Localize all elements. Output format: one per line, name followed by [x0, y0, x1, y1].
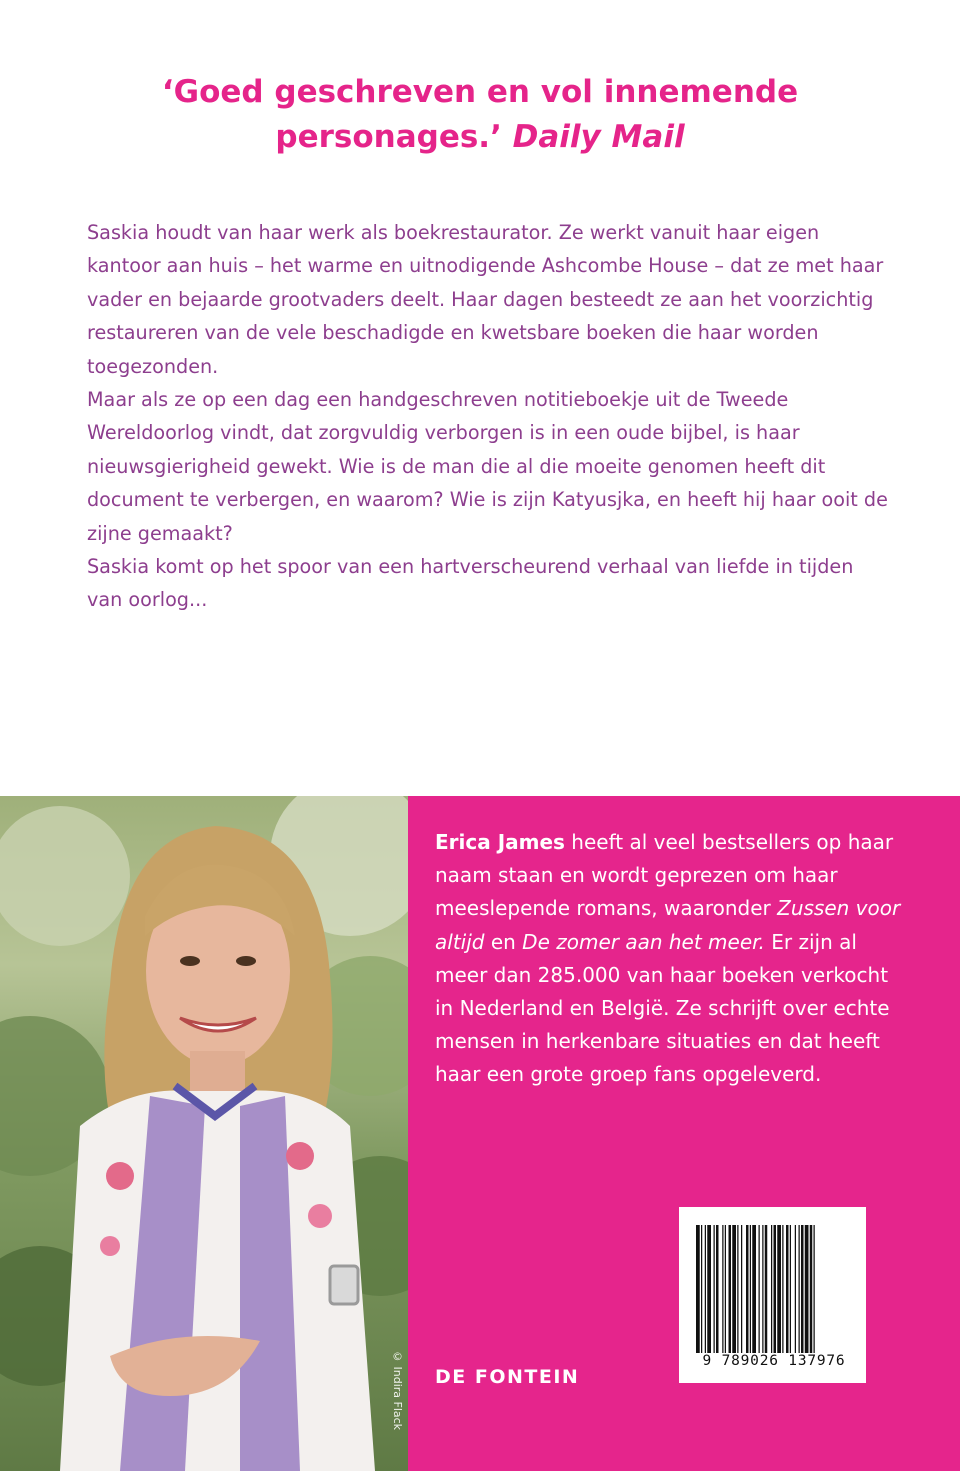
barcode-bar	[725, 1225, 726, 1353]
blurb-paragraph-1: Saskia houdt van haar werk als boekrestaurator. Ze werkt vanuit haar eigen kantoor aan huis – het warme en uitnodigende Ashcombe House – dat ze met haar vader en bejaarde grootvaders deelt. Haar dagen besteedt ze aan het voorzichtig restaureren van de vele beschadigde en kwetsbare boeken die haar worden toegezonden.	[87, 221, 884, 378]
barcode-bar	[746, 1225, 749, 1353]
book-title-2: De zomer aan het meer.	[522, 929, 765, 954]
barcode-bar	[729, 1225, 732, 1353]
barcode-bar	[705, 1225, 706, 1353]
quote-line-2	[0, 115, 960, 160]
barcode-bar	[750, 1225, 751, 1353]
barcode-bar	[714, 1225, 715, 1353]
barcode-bar	[786, 1225, 789, 1353]
barcode-bar	[771, 1225, 772, 1353]
author-panel	[408, 796, 960, 1471]
barcode-bar	[762, 1225, 763, 1353]
barcode-bar	[805, 1225, 809, 1353]
barcode-bar	[741, 1225, 742, 1353]
publisher-name: DE FONTEIN	[435, 1366, 580, 1388]
photo-credit: © Indira Flack	[391, 1350, 404, 1431]
quote-line-1: ‘Goed geschreven en vol innemende	[161, 74, 799, 110]
barcode-bar	[696, 1225, 700, 1353]
barcode-bar	[701, 1225, 702, 1353]
author-photo	[0, 796, 408, 1471]
barcode-bar	[737, 1225, 738, 1353]
quote-source: Daily Mail	[512, 119, 685, 155]
barcode-bar	[707, 1225, 711, 1353]
barcode-bar	[732, 1225, 736, 1353]
book-title-1: Zussen voor altijd	[435, 896, 901, 954]
blurb-paragraph-3: Saskia komt op het spoor van een hartverscheurend verhaal van liefde in tijden van oorlog...	[87, 555, 854, 612]
author-photo-illustration	[0, 796, 408, 1471]
quote-text: personages.’	[275, 119, 502, 155]
author-bio	[435, 826, 905, 1092]
bio-text-2: en	[484, 929, 523, 954]
barcode-bar	[765, 1225, 768, 1353]
barcode-bar	[795, 1225, 796, 1353]
barcode-bar	[716, 1225, 719, 1353]
bio-text-3: Er zijn al meer dan 285.000 van haar boeken verkocht in Nederland en België. Ze schrijft over echte mensen in herkenbare situaties en dat heeft haar een grote groep fans opgeleverd.	[435, 929, 890, 1087]
barcode-bar	[799, 1225, 800, 1353]
barcode-bars	[696, 1225, 846, 1355]
barcode-bar	[722, 1225, 723, 1353]
barcode-digits: 9 789026 137976	[702, 1353, 846, 1369]
barcode-bar	[790, 1225, 791, 1353]
blurb-paragraph-2: Maar als ze op een dag een handgeschreven notitieboekje uit de Tweede Wereldoorlog vindt, dat zorgvuldig verborgen is in een oude bijbel, is haar nieuwsgierigheid gewekt. Wie is de man die al die moeite genomen heeft dit document te verbergen, en waarom? Wie is zijn Katyusjka, en heeft hij haar ooit de zijne gemaakt?	[87, 388, 888, 545]
author-name: Erica James	[435, 830, 565, 854]
review-quote	[0, 70, 960, 160]
barcode-bar	[814, 1225, 815, 1353]
barcode-bar	[774, 1225, 777, 1353]
barcode-bar	[782, 1225, 783, 1353]
back-cover-blurb	[87, 216, 892, 617]
barcode-bar	[801, 1225, 804, 1353]
barcode-bar	[777, 1225, 781, 1353]
barcode-bar	[810, 1225, 813, 1353]
barcode-bar	[752, 1225, 756, 1353]
bio-text-1: heeft al veel bestsellers op haar naam staan en wordt geprezen om haar meeslepende romans, waaronder	[435, 830, 894, 921]
barcode	[679, 1207, 866, 1383]
barcode-bar	[759, 1225, 760, 1353]
